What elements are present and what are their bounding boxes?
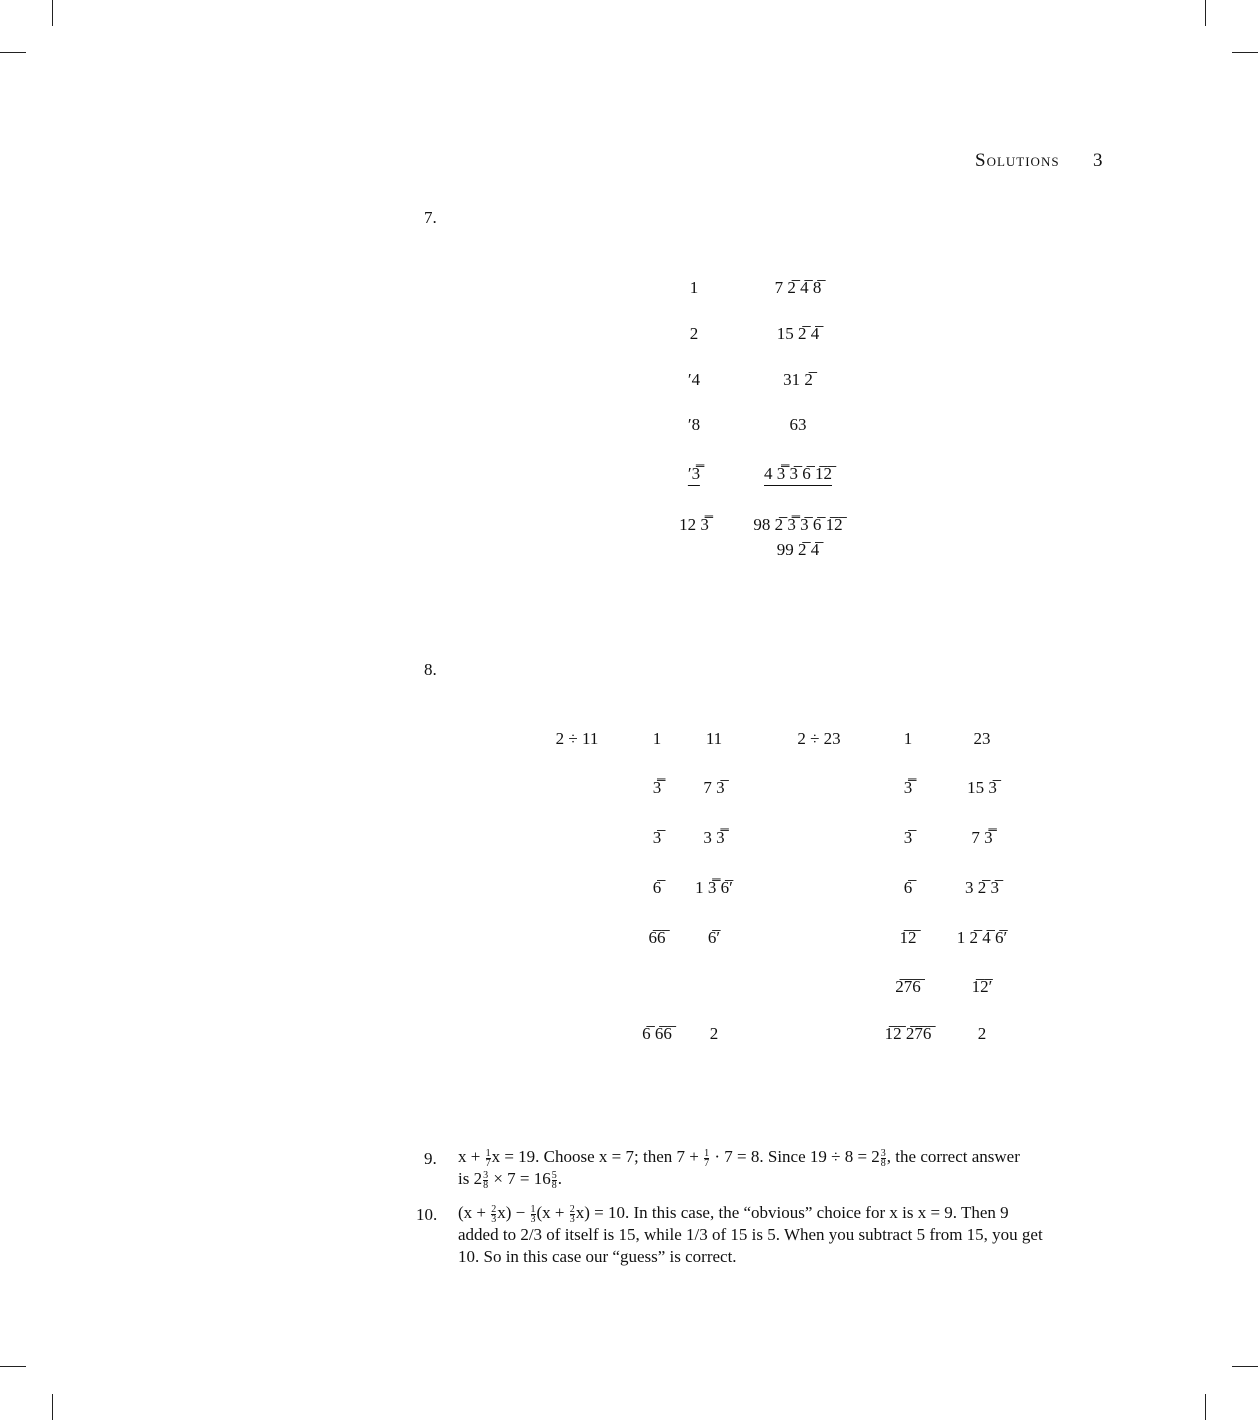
text: x + (458, 1147, 485, 1166)
p8-left-b: 11 (705, 729, 723, 748)
p7-left-cell: 2 (689, 324, 699, 343)
crop-mark (1205, 1394, 1206, 1420)
p7-left-cell: ′4 (687, 370, 701, 389)
p7-total: 99 2̅ 4̅ (776, 540, 820, 559)
p8-left-result-b: 2 (709, 1024, 719, 1043)
p8-left-result-a: 6̅ 6̅6̅ (642, 1024, 672, 1043)
denominator: 7 (485, 1157, 491, 1169)
p8-right-b: 7 3̿ (971, 828, 993, 847)
problem-9-line-1 (458, 1146, 1104, 1168)
crop-mark (0, 1366, 26, 1367)
p8-right-b: 1̅2̅′ (971, 977, 993, 996)
problem-10-line-3: 10. So in this case our “guess” is correct. (458, 1247, 737, 1266)
p7-right-cell: 7 2̅ 4̅ 8̅ (774, 278, 822, 297)
p8-left-b: 7 3̅ (703, 778, 725, 797)
crop-mark (1232, 52, 1258, 53)
denominator: 3 (569, 1213, 575, 1225)
problem-10-line-1 (458, 1202, 1104, 1224)
denominator: 8 (483, 1179, 489, 1191)
p8-left-a: 3̿ (652, 778, 662, 797)
fraction (531, 1205, 536, 1224)
p8-left-a: 3̅ (652, 828, 662, 847)
p8-left-b: 6̅′ (707, 928, 721, 947)
denominator: 7 (704, 1157, 710, 1169)
problem-9-number: 9. (424, 1149, 437, 1168)
p8-left-a: 6̅ (652, 878, 662, 897)
numerator: 1 (704, 1147, 710, 1159)
numerator: 1 (485, 1147, 491, 1159)
numerator: 3 (483, 1169, 489, 1181)
text: x) = 10. In this case, the “obvious” choice for x is x = 9. Then 9 (575, 1203, 1009, 1222)
fraction (491, 1205, 496, 1224)
p8-right-a: 3̅ (903, 828, 913, 847)
text: x = 19. Choose x = 7; then 7 + (491, 1147, 704, 1166)
text: × 7 = 16 (489, 1169, 551, 1188)
p8-right-b: 3 2̅ 3̅ (965, 878, 999, 897)
text: x) − (497, 1203, 530, 1222)
p7-right-cell: 15 2̅ 4̅ (776, 324, 820, 343)
text: · 7 = 8. Since 19 ÷ 8 = 2 (710, 1147, 880, 1166)
crop-mark (1232, 1366, 1258, 1367)
p8-right-a: 1̅2̅ (899, 928, 917, 947)
denominator: 3 (530, 1213, 536, 1225)
text: . (557, 1169, 563, 1188)
problem-7-number: 7. (424, 208, 437, 227)
numerator: 1 (530, 1203, 536, 1215)
denominator: 3 (491, 1213, 497, 1225)
p7-left-cell: 12 3̿ (679, 515, 709, 534)
p8-right-a: 3̿ (903, 778, 913, 797)
p8-right-a: 2̅7̅6̅ (895, 977, 921, 996)
p7-right-cell: 63 (789, 415, 807, 434)
p7-left-cell: 1 (689, 278, 699, 297)
crop-mark (1205, 0, 1206, 26)
p8-right-result-b: 2 (977, 1024, 987, 1043)
p8-left-b: 3 3̿ (703, 828, 725, 847)
problem-9-line-2 (458, 1168, 1104, 1190)
numerator: 2 (569, 1203, 575, 1215)
p8-left-label: 2 ÷ 11 (555, 729, 599, 748)
fraction (570, 1205, 575, 1224)
problem-10-text (458, 1202, 1104, 1268)
numerator: 3 (880, 1147, 886, 1159)
p7-right-cell: 98 2̅ 3̿ 3̅ 6̅ 1̅2̅ (753, 515, 843, 534)
numerator: 5 (551, 1169, 557, 1181)
fraction (881, 1149, 886, 1168)
problem-10-line-2: added to 2/3 of itself is 15, while 1/3 of 15 is 5. When you subtract 5 from 15, you get (458, 1225, 1043, 1244)
p7-right-cell: 31 2̅ (783, 370, 813, 389)
p8-right-result-a: 1̅2̅ 2̅7̅6̅ (884, 1024, 932, 1043)
denominator: 8 (551, 1179, 557, 1191)
p7-left-cell: ′8 (687, 415, 701, 434)
fraction (483, 1171, 488, 1190)
text: (x + (536, 1203, 569, 1222)
p7-right-cell: 4 3̿ 3̅ 6̅ 1̅2̅ (764, 464, 832, 486)
running-header-title: Solutions (975, 150, 1060, 171)
text: (x + (458, 1203, 491, 1222)
problem-9-text (458, 1146, 1104, 1190)
p8-right-b: 15 3̅ (967, 778, 997, 797)
p8-right-b: 23 (973, 729, 991, 748)
fraction (552, 1171, 557, 1190)
page-number: 3 (1093, 150, 1103, 171)
crop-mark (0, 52, 26, 53)
numerator: 2 (491, 1203, 497, 1215)
denominator: 8 (880, 1157, 886, 1169)
p8-right-b: 1 2̅ 4̅ 6̅′ (956, 928, 1008, 947)
p8-right-a: 1 (903, 729, 913, 748)
p8-left-a: 1 (652, 729, 662, 748)
p8-left-a: 6̅6̅ (648, 928, 666, 947)
p8-left-b: 1 3̿ 6̅′ (695, 878, 733, 897)
text: , the correct answer (886, 1147, 1020, 1166)
p8-right-a: 6̅ (903, 878, 913, 897)
p7-left-cell: ′3̿ (688, 464, 700, 486)
crop-mark (52, 1394, 53, 1420)
crop-mark (52, 0, 53, 26)
fraction (486, 1149, 491, 1168)
problem-8-number: 8. (424, 660, 437, 679)
problem-10-number: 10. (416, 1205, 438, 1224)
fraction (704, 1149, 709, 1168)
p8-right-label: 2 ÷ 23 (797, 729, 841, 748)
text: is 2 (458, 1169, 483, 1188)
